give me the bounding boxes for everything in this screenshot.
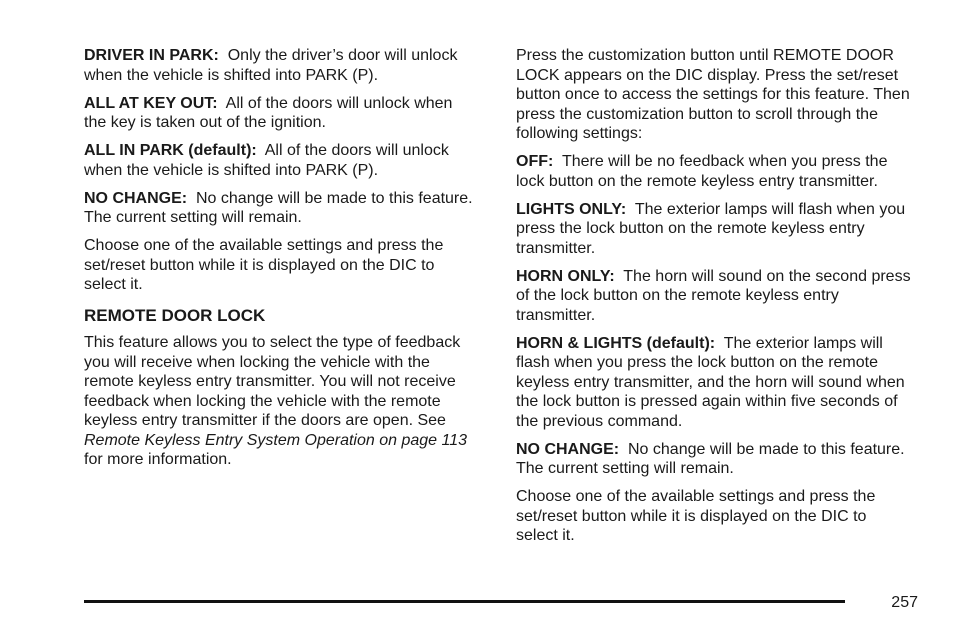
off-paragraph [516,152,911,191]
lights-only-text: The exterior lamps will flash when you press the lock button on the remote keyless entry transmitter. [516,200,906,257]
remote-intro-reference: Remote Keyless Entry System Operation on page 113 [84,431,468,449]
remote-intro-paragraph [84,333,479,470]
off-text: There will be no feedback when you press the lock button on the remote keyless entry transmitter. [516,153,888,190]
lights-only-term: LIGHTS ONLY: [516,200,627,218]
footer-rule [84,600,845,603]
no-change-term-right: NO CHANGE: [516,440,620,458]
driver-in-park-paragraph [84,46,479,85]
all-in-park-paragraph [84,141,479,180]
horn-and-lights-text: The exterior lamps will flash when you press the lock button on the remote keyless entry transmitter, and the horn will sound when the lock button is pressed again within five seconds of the previous command. [516,334,905,430]
driver-in-park-term: DRIVER IN PARK: [84,47,219,64]
right-column [516,46,911,554]
remote-door-lock-heading: REMOTE DOOR LOCK [84,305,266,325]
all-in-park-term: ALL IN PARK (default): [84,142,257,159]
off-term: OFF: [516,153,554,170]
page-number: 257 [891,594,918,611]
all-at-key-out-term: ALL AT KEY OUT: [84,94,218,112]
horn-only-text: The horn will sound on the second press of the lock button on the remote keyless entry transmitter. [516,267,911,324]
no-change-paragraph-right [516,440,911,479]
driver-in-park-text: Only the driver’s door will unlock when the vehicle is shifted into PARK (P). [84,47,458,84]
remote-intro-text: This feature allows you to select the type of feedback you will receive when locking the vehicle with the remote keyless entry transmitter. You will not receive feedback when locking the vehicle with the remote keyless entry transmitter if the doors are open. See [84,334,461,429]
all-in-park-text: All of the doors will unlock when the vehicle is shifted into PARK (P). [84,142,449,179]
horn-and-lights-term: HORN & LIGHTS (default): [516,334,716,352]
horn-and-lights-paragraph [516,334,911,432]
horn-only-paragraph [516,267,911,326]
horn-only-term: HORN ONLY: [516,267,615,285]
lights-only-paragraph [516,200,911,259]
press-paragraph: Press the customization button until REMOTE DOOR LOCK appears on the DIC display. Press the set/reset button once to access the settings for this feature. Then press the customization button to scroll through the following settings: [516,47,910,142]
no-change-paragraph-left [84,189,479,228]
no-change-term-left: NO CHANGE: [84,189,188,207]
all-at-key-out-text: All of the doors will unlock when the key is taken out of the ignition. [84,94,453,131]
remote-intro-text-after: for more information. [84,451,232,468]
left-column [84,46,479,478]
all-at-key-out-paragraph [84,94,479,133]
no-change-text-left: No change will be made to this feature. The current setting will remain. [84,189,473,226]
choose-paragraph-right: Choose one of the available settings and press the set/reset button while it is displayed on the DIC to select it. [516,488,876,544]
no-change-text-right: No change will be made to this feature. The current setting will remain. [516,440,905,477]
choose-paragraph-left: Choose one of the available settings and press the set/reset button while it is displayed on the DIC to select it. [84,237,444,293]
